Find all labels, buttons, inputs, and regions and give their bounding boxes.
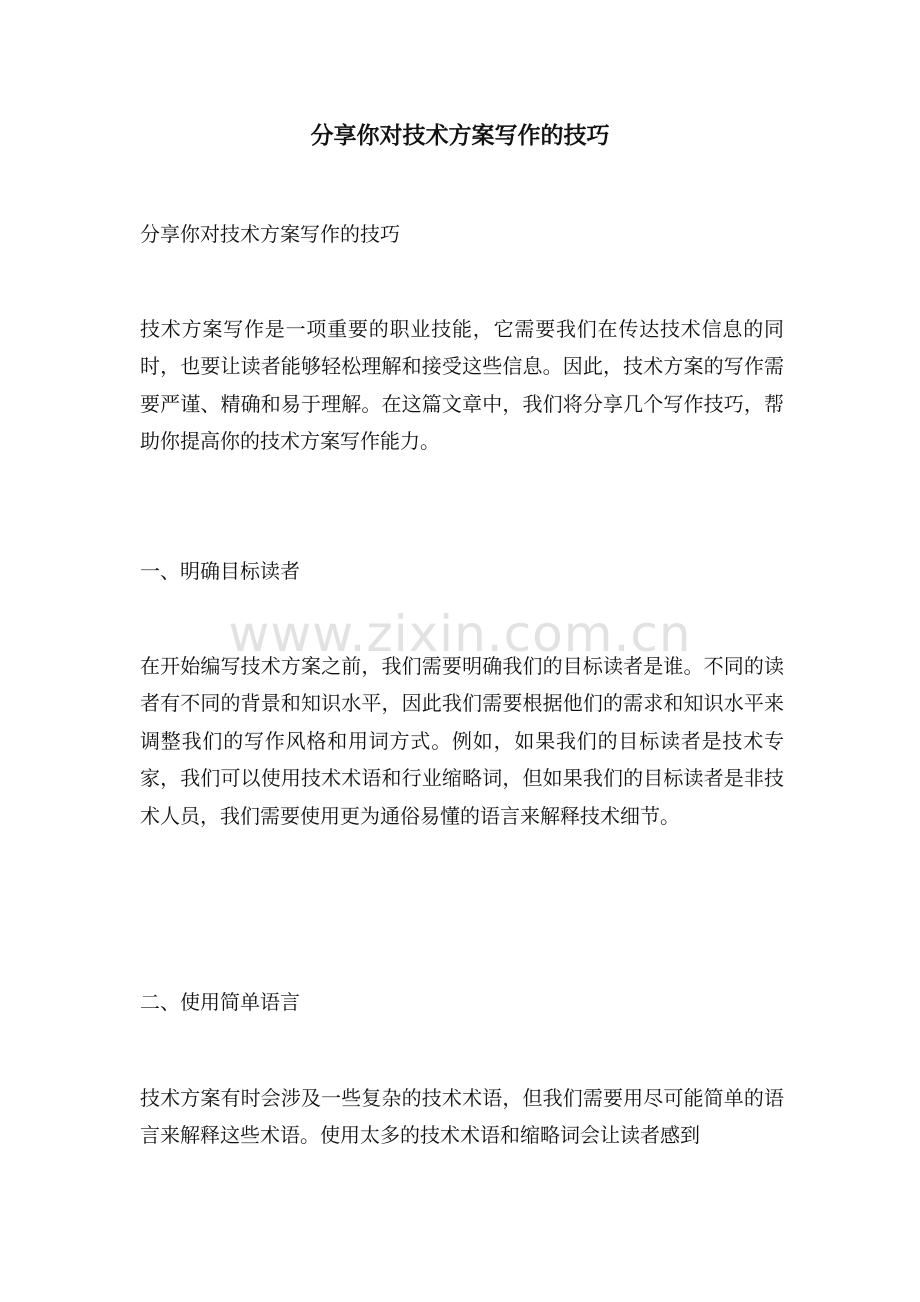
section-body-target-readers: 在开始编写技术方案之前，我们需要明确我们的目标读者是谁。不同的读者有不同的背景和知识水平，因此我们需要根据他们的需求和知识水平来调整我们的写作风格和用词方式。例如，如果我们的目标读者是技术专家，我们可以使用技术术语和行业缩略词，但如果我们的目标读者是非技术人员，我们需要使用更为通俗易懂的语言来解释技术细节。 — [140, 654, 784, 828]
document-subtitle: 分享你对技术方案写作的技巧 — [140, 222, 400, 246]
section-body-simple-language: 技术方案有时会涉及一些复杂的技术术语，但我们需要用尽可能简单的语言来解释这些术语。使用太多的技术术语和缩略词会让读者感到 — [140, 1086, 784, 1148]
intro-paragraph: 技术方案写作是一项重要的职业技能，它需要我们在传达技术信息的同时，也要让读者能够轻松理解和接受这些信息。因此，技术方案的写作需要严谨、精确和易于理解。在这篇文章中，我们将分享几个写作技巧，帮助你提高你的技术方案写作能力。 — [140, 317, 784, 454]
document-title: 分享你对技术方案写作的技巧 — [310, 122, 610, 149]
section-heading-target-readers: 一、明确目标读者 — [140, 559, 300, 583]
watermark: www.zixin.com.cn — [228, 605, 692, 663]
section-heading-simple-language: 二、使用简单语言 — [140, 990, 300, 1014]
